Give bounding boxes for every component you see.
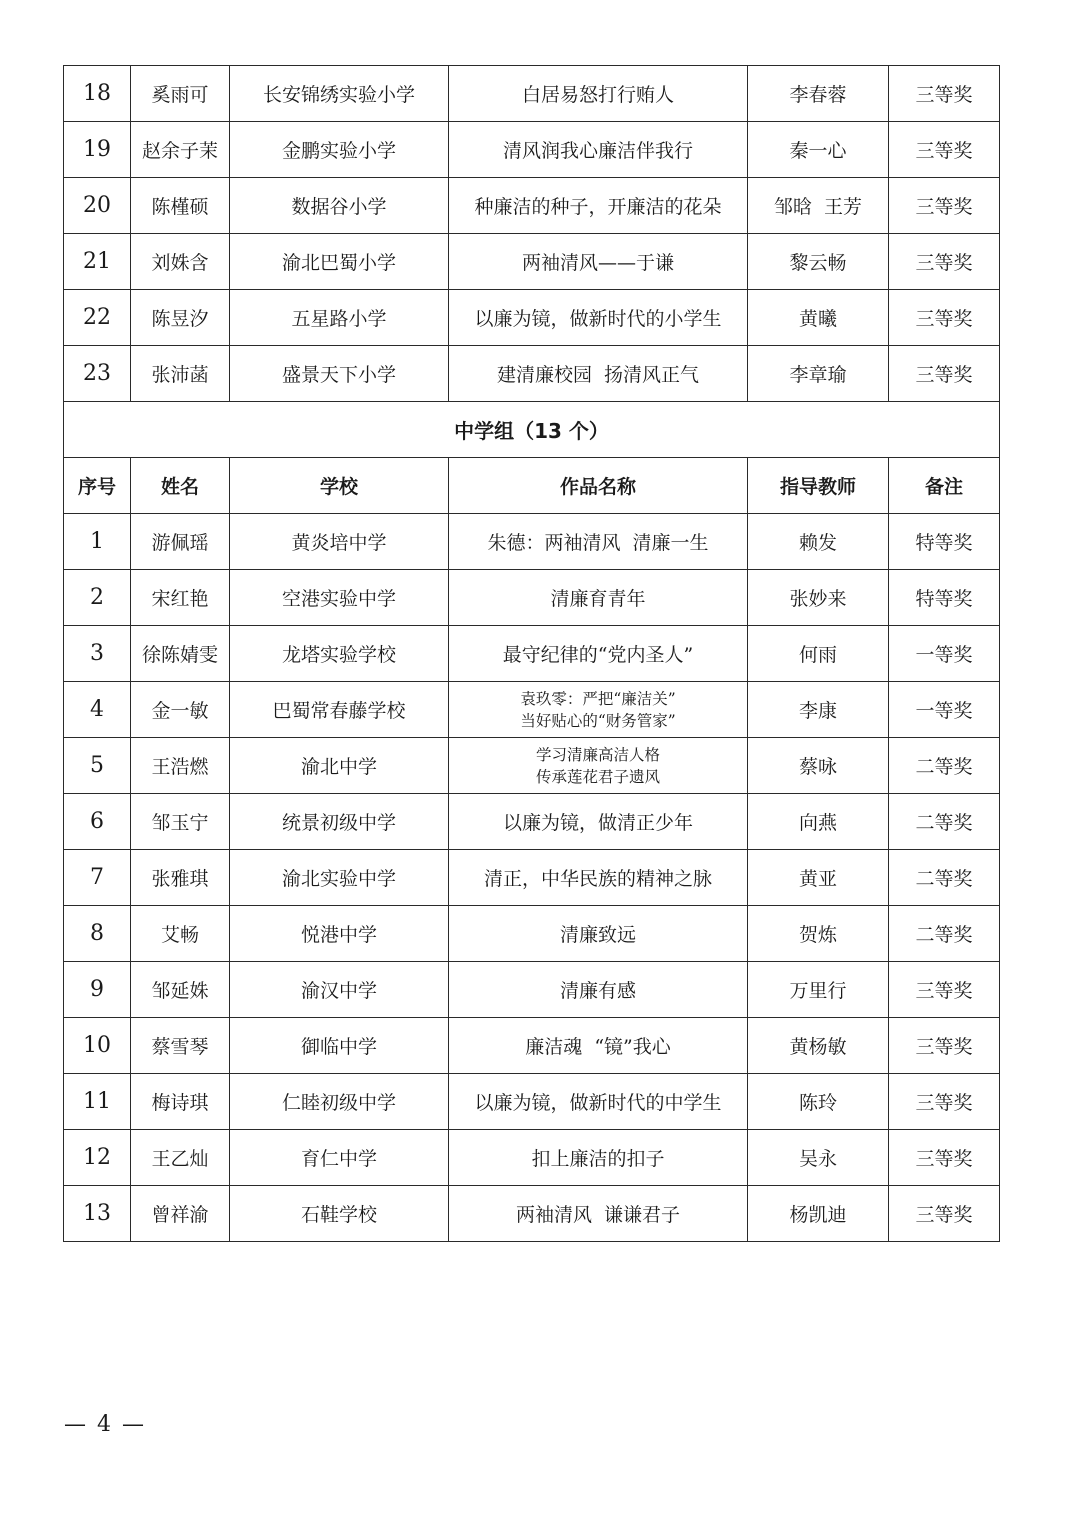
cell-note: 三等奖 <box>889 962 1000 1018</box>
page-number: — 4 — <box>64 1412 146 1437</box>
table-row <box>64 234 1000 290</box>
cell-work: 清廉有感 <box>449 962 748 1018</box>
middle-school-section <box>64 402 1000 514</box>
cell-no: 9 <box>64 962 131 1018</box>
cell-work: 廉洁魂 “镜”我心 <box>449 1018 748 1074</box>
table-row <box>64 346 1000 402</box>
cell-school: 仁睦初级中学 <box>230 1074 449 1130</box>
cell-teacher: 秦一心 <box>748 122 889 178</box>
cell-name: 王浩燃 <box>131 738 230 794</box>
cell-teacher: 李章瑜 <box>748 346 889 402</box>
cell-name: 张沛菡 <box>131 346 230 402</box>
cell-teacher: 蔡咏 <box>748 738 889 794</box>
cell-name: 徐陈婧雯 <box>131 626 230 682</box>
section-title-row <box>64 402 1000 458</box>
cell-work: 最守纪律的“党内圣人” <box>449 626 748 682</box>
cell-name: 曾祥渝 <box>131 1186 230 1242</box>
cell-teacher: 邹晗 王芳 <box>748 178 889 234</box>
cell-work: 清正，中华民族的精神之脉 <box>449 850 748 906</box>
cell-work: 以廉为镜，做清正少年 <box>449 794 748 850</box>
cell-no: 2 <box>64 570 131 626</box>
cell-teacher: 赖发 <box>748 514 889 570</box>
cell-name: 蔡雪琴 <box>131 1018 230 1074</box>
cell-no: 4 <box>64 682 131 738</box>
cell-name: 刘姝含 <box>131 234 230 290</box>
cell-note: 三等奖 <box>889 122 1000 178</box>
cell-no: 23 <box>64 346 131 402</box>
cell-teacher: 张妙来 <box>748 570 889 626</box>
header-teacher: 指导教师 <box>748 458 889 514</box>
cell-work: 以廉为镜，做新时代的小学生 <box>449 290 748 346</box>
cell-school: 悦港中学 <box>230 906 449 962</box>
table-row <box>64 794 1000 850</box>
cell-teacher: 黄杨敏 <box>748 1018 889 1074</box>
cell-note: 一等奖 <box>889 626 1000 682</box>
cell-name: 金一敏 <box>131 682 230 738</box>
cell-school: 金鹏实验小学 <box>230 122 449 178</box>
cell-name: 陈槿硕 <box>131 178 230 234</box>
cell-teacher: 黎云畅 <box>748 234 889 290</box>
cell-note: 三等奖 <box>889 66 1000 122</box>
cell-work: 两袖清风——于谦 <box>449 234 748 290</box>
cell-work: 清廉致远 <box>449 906 748 962</box>
cell-work: 清廉育青年 <box>449 570 748 626</box>
header-row <box>64 458 1000 514</box>
cell-work <box>449 682 748 738</box>
cell-teacher: 贺炼 <box>748 906 889 962</box>
cell-school: 空港实验中学 <box>230 570 449 626</box>
cell-no: 10 <box>64 1018 131 1074</box>
cell-teacher: 李康 <box>748 682 889 738</box>
cell-work: 清风润我心廉洁伴我行 <box>449 122 748 178</box>
section-title: 中学组（13 个） <box>64 402 1000 458</box>
cell-note: 三等奖 <box>889 1074 1000 1130</box>
cell-no: 21 <box>64 234 131 290</box>
cell-school: 盛景天下小学 <box>230 346 449 402</box>
cell-school: 渝北巴蜀小学 <box>230 234 449 290</box>
cell-school: 巴蜀常春藤学校 <box>230 682 449 738</box>
cell-note: 二等奖 <box>889 906 1000 962</box>
table-row <box>64 962 1000 1018</box>
work-line-2: 传承莲花君子遗风 <box>535 767 660 786</box>
awards-table <box>63 65 1000 1242</box>
cell-note: 二等奖 <box>889 738 1000 794</box>
cell-school: 御临中学 <box>230 1018 449 1074</box>
work-line-2: 当好贴心的“财务管家” <box>520 711 676 730</box>
table-row <box>64 738 1000 794</box>
work-line-1: 袁玖零：严把“廉洁关” <box>520 689 676 708</box>
cell-work <box>449 738 748 794</box>
cell-no: 20 <box>64 178 131 234</box>
cell-note: 三等奖 <box>889 1186 1000 1242</box>
cell-note: 特等奖 <box>889 514 1000 570</box>
cell-work: 朱德：两袖清风 清廉一生 <box>449 514 748 570</box>
cell-no: 6 <box>64 794 131 850</box>
cell-name: 邹延姝 <box>131 962 230 1018</box>
primary-group-rows <box>64 66 1000 402</box>
cell-work: 以廉为镜，做新时代的中学生 <box>449 1074 748 1130</box>
middle-school-rows <box>64 514 1000 1242</box>
cell-no: 11 <box>64 1074 131 1130</box>
cell-no: 12 <box>64 1130 131 1186</box>
cell-school: 育仁中学 <box>230 1130 449 1186</box>
cell-name: 邹玉宁 <box>131 794 230 850</box>
cell-no: 1 <box>64 514 131 570</box>
cell-note: 一等奖 <box>889 682 1000 738</box>
header-school: 学校 <box>230 458 449 514</box>
cell-school: 石鞋学校 <box>230 1186 449 1242</box>
cell-school: 龙塔实验学校 <box>230 626 449 682</box>
cell-work: 扣上廉洁的扣子 <box>449 1130 748 1186</box>
cell-work: 种廉洁的种子，开廉洁的花朵 <box>449 178 748 234</box>
header-name: 姓名 <box>131 458 230 514</box>
cell-school: 统景初级中学 <box>230 794 449 850</box>
cell-school: 五星路小学 <box>230 290 449 346</box>
cell-note: 三等奖 <box>889 290 1000 346</box>
cell-school: 长安锦绣实验小学 <box>230 66 449 122</box>
table-row <box>64 66 1000 122</box>
cell-teacher: 黄曦 <box>748 290 889 346</box>
cell-no: 19 <box>64 122 131 178</box>
cell-note: 二等奖 <box>889 794 1000 850</box>
cell-note: 三等奖 <box>889 1130 1000 1186</box>
header-note: 备注 <box>889 458 1000 514</box>
cell-teacher: 何雨 <box>748 626 889 682</box>
table-row <box>64 290 1000 346</box>
cell-no: 8 <box>64 906 131 962</box>
cell-note: 三等奖 <box>889 178 1000 234</box>
cell-name: 宋红艳 <box>131 570 230 626</box>
cell-name: 梅诗琪 <box>131 1074 230 1130</box>
cell-note: 三等奖 <box>889 1018 1000 1074</box>
table-row <box>64 570 1000 626</box>
cell-no: 7 <box>64 850 131 906</box>
cell-name: 陈昱汐 <box>131 290 230 346</box>
cell-teacher: 万里行 <box>748 962 889 1018</box>
cell-work: 两袖清风 谦谦君子 <box>449 1186 748 1242</box>
cell-name: 张雅琪 <box>131 850 230 906</box>
cell-name: 艾畅 <box>131 906 230 962</box>
table-row <box>64 850 1000 906</box>
cell-no: 3 <box>64 626 131 682</box>
cell-no: 22 <box>64 290 131 346</box>
cell-school: 渝汉中学 <box>230 962 449 1018</box>
cell-teacher: 陈玲 <box>748 1074 889 1130</box>
cell-no: 13 <box>64 1186 131 1242</box>
cell-work: 白居易怒打行贿人 <box>449 66 748 122</box>
cell-name: 游佩瑶 <box>131 514 230 570</box>
cell-teacher: 向燕 <box>748 794 889 850</box>
cell-name: 王乙灿 <box>131 1130 230 1186</box>
table-row <box>64 1074 1000 1130</box>
header-work: 作品名称 <box>449 458 748 514</box>
cell-name: 奚雨可 <box>131 66 230 122</box>
cell-note: 三等奖 <box>889 346 1000 402</box>
cell-work: 建清廉校园 扬清风正气 <box>449 346 748 402</box>
cell-note: 二等奖 <box>889 850 1000 906</box>
cell-teacher: 杨凯迪 <box>748 1186 889 1242</box>
header-no: 序号 <box>64 458 131 514</box>
cell-school: 渝北中学 <box>230 738 449 794</box>
cell-teacher: 吴永 <box>748 1130 889 1186</box>
cell-school: 数据谷小学 <box>230 178 449 234</box>
table-row <box>64 626 1000 682</box>
table-row <box>64 178 1000 234</box>
cell-school: 黄炎培中学 <box>230 514 449 570</box>
table-row <box>64 122 1000 178</box>
work-line-1: 学习清廉高洁人格 <box>535 745 660 764</box>
table-row <box>64 682 1000 738</box>
cell-teacher: 李春蓉 <box>748 66 889 122</box>
cell-teacher: 黄亚 <box>748 850 889 906</box>
table-row <box>64 1186 1000 1242</box>
cell-note: 三等奖 <box>889 234 1000 290</box>
table-row <box>64 1018 1000 1074</box>
table-row <box>64 514 1000 570</box>
cell-no: 18 <box>64 66 131 122</box>
cell-school: 渝北实验中学 <box>230 850 449 906</box>
table-row <box>64 1130 1000 1186</box>
cell-note: 特等奖 <box>889 570 1000 626</box>
table-row <box>64 906 1000 962</box>
cell-name: 赵余子茉 <box>131 122 230 178</box>
cell-no: 5 <box>64 738 131 794</box>
